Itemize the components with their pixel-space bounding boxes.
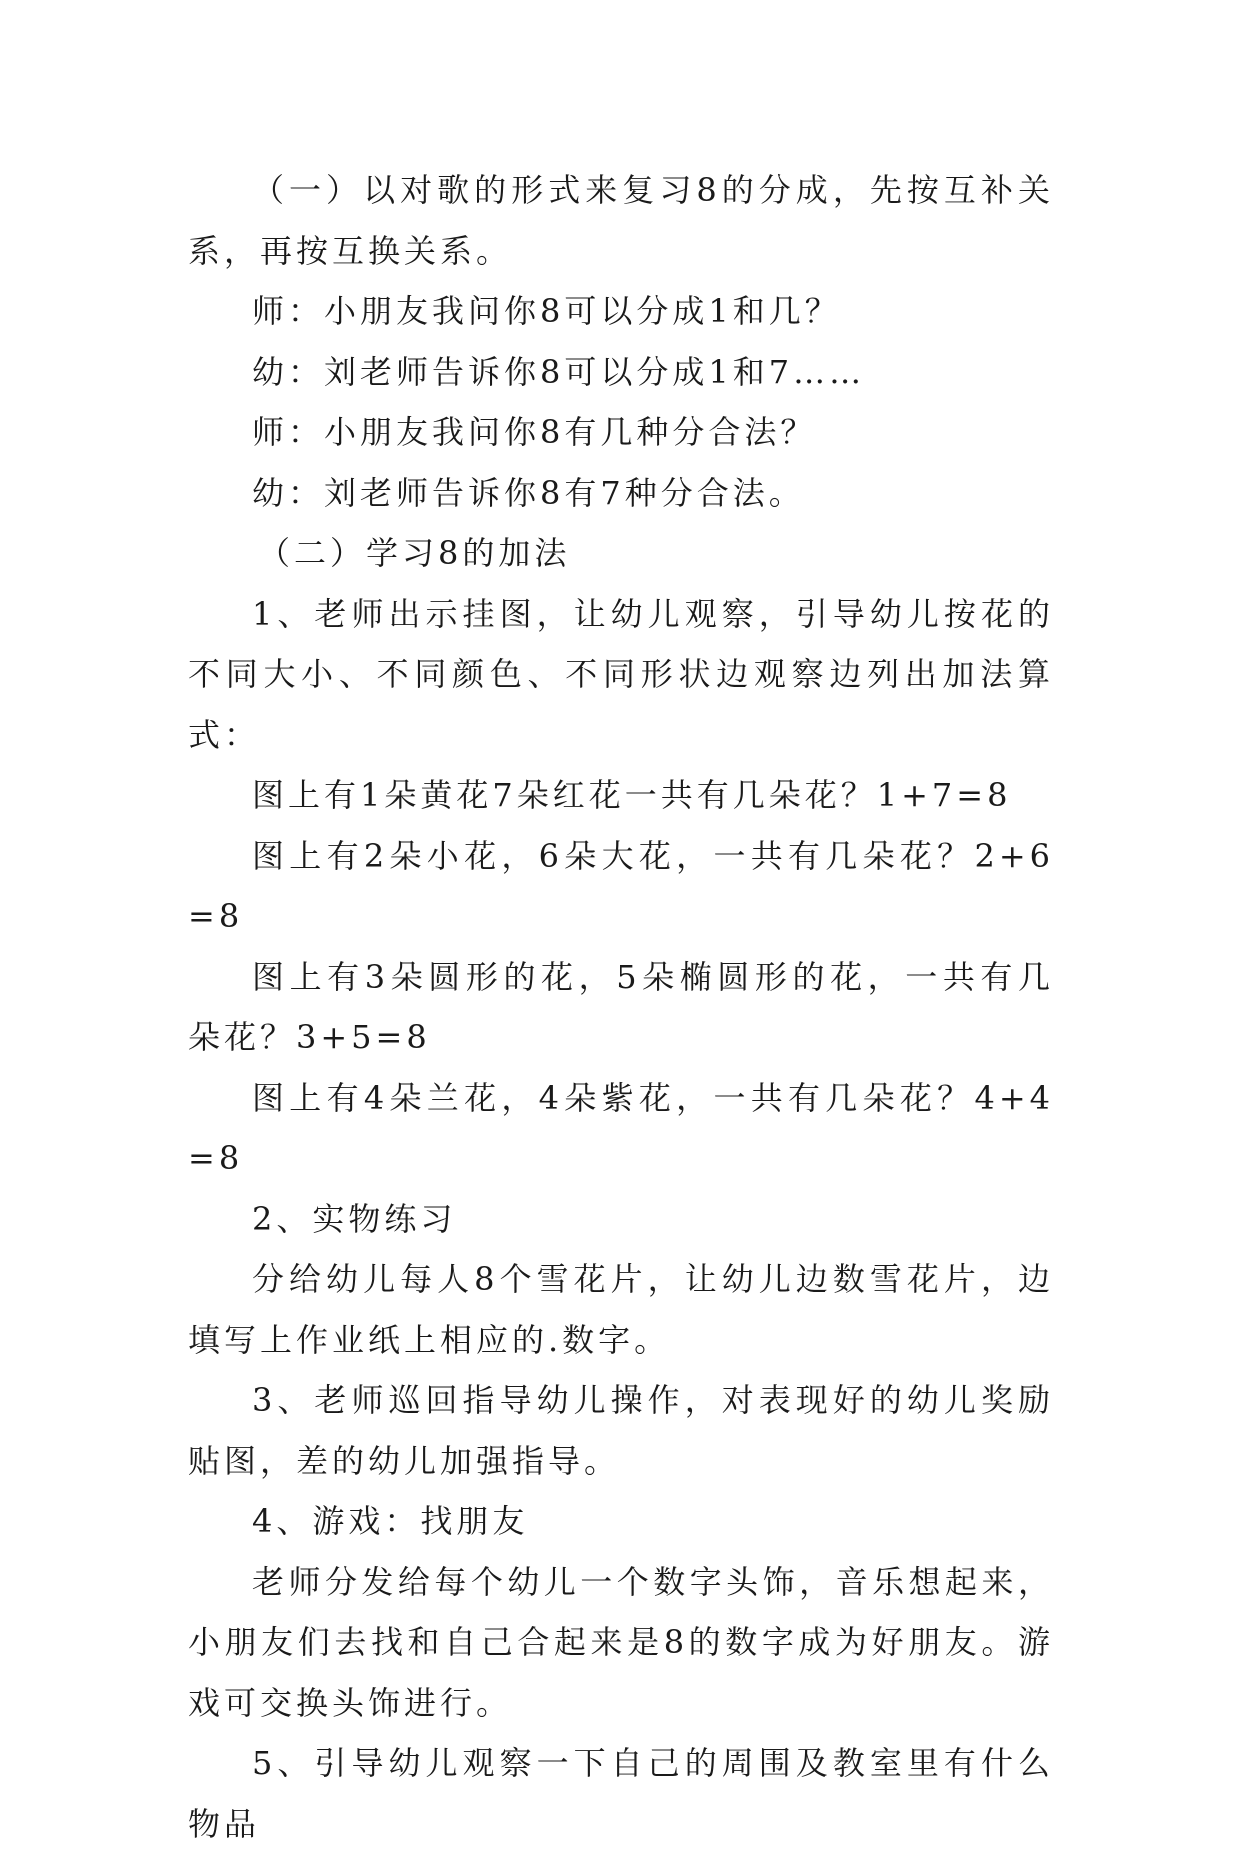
- paragraph-dialogue-child-2: 幼：刘老师告诉你8有7种分合法。: [252, 473, 805, 512]
- paragraph-example-2: 图上有2朵小花，6朵大花，一共有几朵花？2+6=8: [188, 836, 1054, 935]
- paragraph-section-1-heading: （一）以对歌的形式来复习8的分成，先按互补关系，再按互换关系。: [188, 171, 1054, 270]
- paragraph-example-3: 图上有3朵圆形的花，5朵椭圆形的花，一共有几朵花？3+5=8: [188, 957, 1054, 1056]
- paragraph-dialogue-child-1: 幼：刘老师告诉你8可以分成1和7……: [252, 352, 866, 391]
- paragraph-example-1: 图上有1朵黄花7朵红花一共有几朵花？1+7=8: [252, 776, 1012, 814]
- paragraph-step-4: 4、游戏：找朋友: [252, 1502, 529, 1540]
- paragraph-step-3: 3、老师巡回指导幼儿操作，对表现好的幼儿奖励贴图，差的幼儿加强指导。: [188, 1381, 1054, 1480]
- document-body: [188, 160, 1054, 1854]
- paragraph-step-2-detail: 分给幼儿每人8个雪花片，让幼儿边数雪花片，边填写上作业纸上相应的.数字。: [188, 1260, 1054, 1359]
- paragraph-dialogue-teacher-2: 师：小朋友我问你8有几种分合法？: [252, 413, 817, 451]
- paragraph-step-2: 2、实物练习: [252, 1199, 457, 1238]
- paragraph-dialogue-teacher-1: 师：小朋友我问你8可以分成1和几？: [252, 292, 841, 330]
- paragraph-step-5: 5、引导幼儿观察一下自己的周围及教室里有什么物品: [188, 1744, 1054, 1843]
- paragraph-step-1: 1、老师出示挂图，让幼儿观察，引导幼儿按花的不同大小、不同颜色、不同形状边观察边列出加法算式：: [188, 594, 1054, 754]
- paragraph-section-2-heading: （二）学习8的加法: [258, 534, 571, 572]
- paragraph-step-4-detail: 老师分发给每个幼儿一个数字头饰，音乐想起来，小朋友们去找和自己合起来是8的数字成为好朋友。游戏可交换头饰进行。: [188, 1562, 1054, 1722]
- paragraph-example-4: 图上有4朵兰花，4朵紫花，一共有几朵花？4+4=8: [188, 1078, 1054, 1177]
